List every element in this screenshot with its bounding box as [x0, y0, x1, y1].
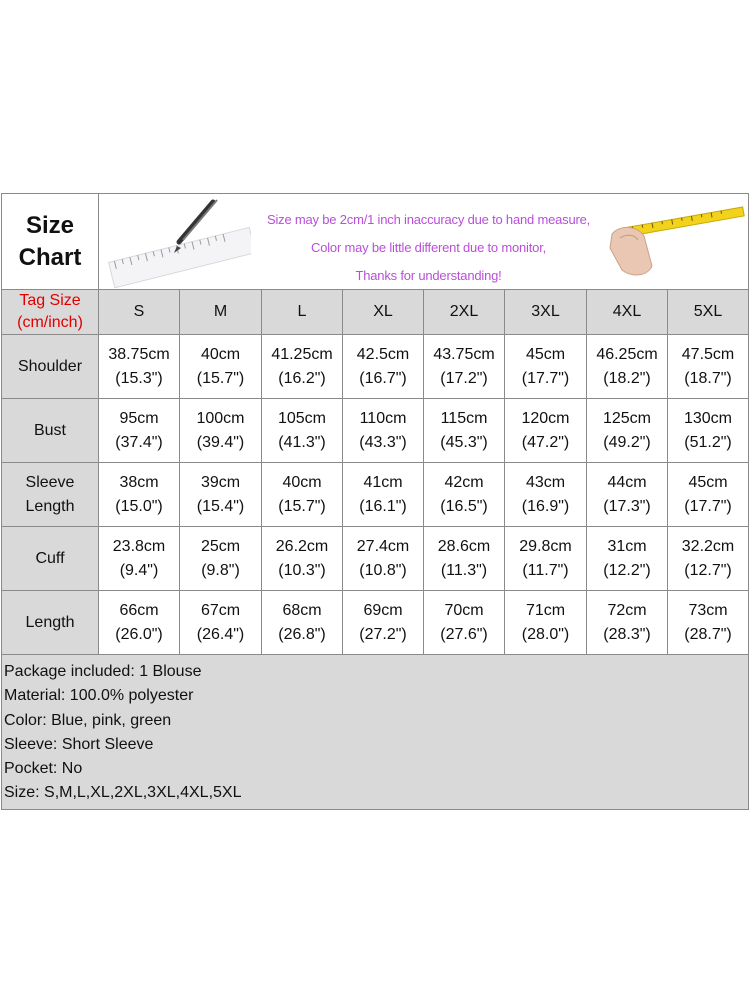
cell-cm: 40cm	[282, 473, 322, 491]
cell-cm: 45cm	[525, 345, 566, 363]
cell-inch: (9.8")	[201, 561, 240, 579]
table-cell	[343, 463, 424, 527]
table-cell	[587, 591, 668, 655]
cell-cm: 41cm	[363, 473, 403, 491]
cell-cm: 115cm	[440, 409, 488, 427]
cell-inch: (51.2")	[684, 433, 732, 451]
table-cell	[587, 335, 668, 399]
cell-cm: 69cm	[363, 601, 403, 619]
tag-size-line-2: (cm/inch)	[17, 314, 83, 331]
cell-inch: (47.2")	[521, 433, 570, 451]
table-row-sleeve-length	[2, 463, 749, 527]
cell-inch: (26.4")	[196, 625, 245, 643]
cell-inch: (28.3")	[603, 625, 651, 643]
cell-inch: (28.7")	[684, 625, 732, 643]
cell-cm: 28.6cm	[437, 537, 491, 555]
table-cell	[99, 591, 180, 655]
cell-cm: 70cm	[444, 601, 484, 619]
cell-inch: (17.7")	[521, 369, 570, 387]
table-row-bust	[2, 399, 749, 463]
table-cell	[99, 335, 180, 399]
cell-cm: 40cm	[200, 345, 241, 363]
row-label-text: Cuff	[35, 549, 65, 567]
cell-cm: 43cm	[525, 473, 566, 491]
size-header-row	[2, 290, 749, 335]
row-label-cuff	[2, 527, 99, 591]
cell-inch: (39.4")	[196, 433, 245, 451]
title-line-1: Size	[25, 211, 75, 239]
size-header-2xl: 2XL	[424, 290, 505, 335]
table-cell	[180, 399, 262, 463]
measurement-banner	[99, 194, 749, 290]
table-cell	[180, 527, 262, 591]
cell-cm: 120cm	[521, 409, 570, 427]
table-cell	[668, 591, 749, 655]
table-cell	[505, 463, 587, 527]
product-info	[2, 655, 749, 810]
cell-cm: 68cm	[282, 601, 322, 619]
cell-inch: (18.7")	[684, 369, 732, 387]
table-cell	[424, 399, 505, 463]
table-cell	[668, 335, 749, 399]
size-header-m: M	[180, 290, 262, 335]
cell-inch: (17.3")	[603, 497, 651, 515]
cell-cm: 73cm	[688, 601, 728, 619]
size-chart-table	[1, 193, 749, 810]
cell-inch: (43.3")	[359, 433, 407, 451]
cell-inch: (17.7")	[684, 497, 732, 515]
table-cell	[505, 591, 587, 655]
table-cell	[180, 463, 262, 527]
tag-size-line-1: Tag Size	[19, 292, 81, 309]
cell-inch: (15.7")	[278, 497, 326, 515]
info-sleeve: Sleeve: Short Sleeve	[4, 735, 154, 753]
cell-inch: (16.9")	[521, 497, 570, 515]
table-cell	[262, 463, 343, 527]
cell-inch: (16.1")	[359, 497, 407, 515]
table-row-cuff	[2, 527, 749, 591]
table-cell	[587, 463, 668, 527]
table-cell	[180, 335, 262, 399]
cell-cm: 71cm	[525, 601, 566, 619]
cell-cm: 42.5cm	[356, 345, 410, 363]
cell-inch: (11.7")	[522, 561, 569, 579]
table-cell	[505, 335, 587, 399]
cell-cm: 110cm	[359, 409, 407, 427]
cell-inch: (27.6")	[440, 625, 488, 643]
cell-inch: (10.8")	[359, 561, 407, 579]
cell-cm: 38cm	[119, 473, 159, 491]
measurement-notes	[267, 206, 590, 289]
info-material: Material: 100.0% polyester	[4, 687, 194, 705]
row-label-sleeve-length	[2, 463, 99, 527]
note-line-1: Size may be 2cm/1 inch inaccuracy due to hand measure,	[267, 212, 591, 227]
table-cell	[180, 591, 262, 655]
size-header-s: S	[99, 290, 180, 335]
cell-cm: 27.4cm	[356, 537, 410, 555]
cell-inch: (16.5")	[440, 497, 488, 515]
table-cell	[99, 463, 180, 527]
cell-inch: (41.3")	[278, 433, 326, 451]
table-cell	[262, 399, 343, 463]
cell-inch: (12.7")	[684, 561, 732, 579]
row-label-bust	[2, 399, 99, 463]
cell-inch: (16.2")	[278, 369, 326, 387]
table-cell	[99, 527, 180, 591]
cell-cm: 32.2cm	[681, 537, 735, 555]
row-label-text: Shoulder	[17, 357, 83, 375]
cell-cm: 105cm	[277, 409, 327, 427]
table-cell	[424, 463, 505, 527]
pen-and-ruler-icon	[101, 196, 251, 288]
table-row-length	[2, 591, 749, 655]
cell-cm: 44cm	[607, 473, 647, 491]
cell-inch: (15.4")	[196, 497, 245, 515]
note-line-2: Color may be little different due to monitor,	[311, 240, 547, 255]
table-cell	[262, 335, 343, 399]
row-label-length	[2, 591, 99, 655]
size-header-3xl: 3XL	[505, 290, 587, 335]
cell-cm: 41.25cm	[271, 345, 333, 363]
cell-cm: 46.25cm	[596, 345, 658, 363]
table-cell	[343, 335, 424, 399]
cell-inch: (10.3")	[278, 561, 326, 579]
note-line-3: Thanks for understanding!	[355, 268, 502, 283]
table-cell	[424, 335, 505, 399]
cell-inch: (26.0")	[115, 625, 163, 643]
cell-cm: 125cm	[602, 409, 652, 427]
cell-cm: 130cm	[683, 409, 733, 427]
cell-inch: (37.4")	[115, 433, 163, 451]
table-cell	[668, 463, 749, 527]
table-cell	[668, 527, 749, 591]
cell-inch: (45.3")	[440, 433, 488, 451]
info-color: Color: Blue, pink, green	[4, 711, 172, 729]
size-header-xl: XL	[343, 290, 424, 335]
cell-cm: 47.5cm	[681, 345, 735, 363]
table-cell	[587, 527, 668, 591]
cell-cm: 26.2cm	[275, 537, 329, 555]
cell-cm: 43.75cm	[433, 345, 495, 363]
table-cell	[99, 399, 180, 463]
table-cell	[262, 591, 343, 655]
info-sizes: Size: S,M,L,XL,2XL,3XL,4XL,5XL	[4, 784, 242, 802]
info-pocket: Pocket: No	[4, 760, 83, 778]
cell-inch: (18.2")	[603, 369, 651, 387]
table-cell	[505, 527, 587, 591]
cell-inch: (15.7")	[196, 369, 245, 387]
row-label-text: Bust	[33, 421, 66, 439]
chart-header-row	[2, 194, 749, 290]
product-info-row	[2, 655, 749, 810]
cell-cm: 39cm	[200, 473, 241, 491]
cell-inch: (27.2")	[359, 625, 407, 643]
cell-cm: 38.75cm	[108, 345, 170, 363]
cell-inch: (28.0")	[521, 625, 570, 643]
cell-cm: 95cm	[119, 409, 159, 427]
cell-inch: (15.3")	[115, 369, 163, 387]
table-cell	[668, 399, 749, 463]
cell-cm: 45cm	[688, 473, 728, 491]
cell-cm: 25cm	[200, 537, 241, 555]
size-chart-title	[2, 194, 99, 290]
cell-cm: 67cm	[200, 601, 241, 619]
tag-size-label	[2, 290, 99, 335]
cell-cm: 31cm	[607, 537, 647, 555]
size-header-l: L	[262, 290, 343, 335]
info-package: Package included: 1 Blouse	[4, 663, 202, 680]
table-cell	[343, 399, 424, 463]
cell-inch: (15.0")	[115, 497, 163, 515]
row-label-text: Length	[25, 497, 75, 515]
cell-cm: 42cm	[444, 473, 484, 491]
size-header-4xl: 4XL	[587, 290, 668, 335]
title-line-2: Chart	[18, 243, 82, 271]
cell-cm: 29.8cm	[519, 537, 572, 555]
row-label-text: Sleeve	[25, 473, 75, 491]
row-label-shoulder	[2, 335, 99, 399]
table-row-shoulder	[2, 335, 749, 399]
table-cell	[424, 527, 505, 591]
cell-inch: (11.3")	[440, 561, 488, 579]
table-cell	[343, 591, 424, 655]
cell-inch: (26.8")	[278, 625, 326, 643]
cell-inch: (49.2")	[603, 433, 651, 451]
table-cell	[343, 527, 424, 591]
table-cell	[587, 399, 668, 463]
cell-inch: (9.4")	[119, 561, 159, 579]
cell-inch: (16.7")	[359, 369, 407, 387]
measuring-tape-hand-icon	[596, 204, 746, 284]
cell-cm: 100cm	[196, 409, 245, 427]
table-cell	[424, 591, 505, 655]
cell-inch: (17.2")	[440, 369, 488, 387]
size-header-5xl: 5XL	[668, 290, 749, 335]
cell-inch: (12.2")	[603, 561, 651, 579]
cell-cm: 23.8cm	[112, 537, 166, 555]
row-label-text: Length	[25, 613, 75, 631]
table-cell	[505, 399, 587, 463]
cell-cm: 72cm	[607, 601, 647, 619]
cell-cm: 66cm	[119, 601, 159, 619]
table-cell	[262, 527, 343, 591]
